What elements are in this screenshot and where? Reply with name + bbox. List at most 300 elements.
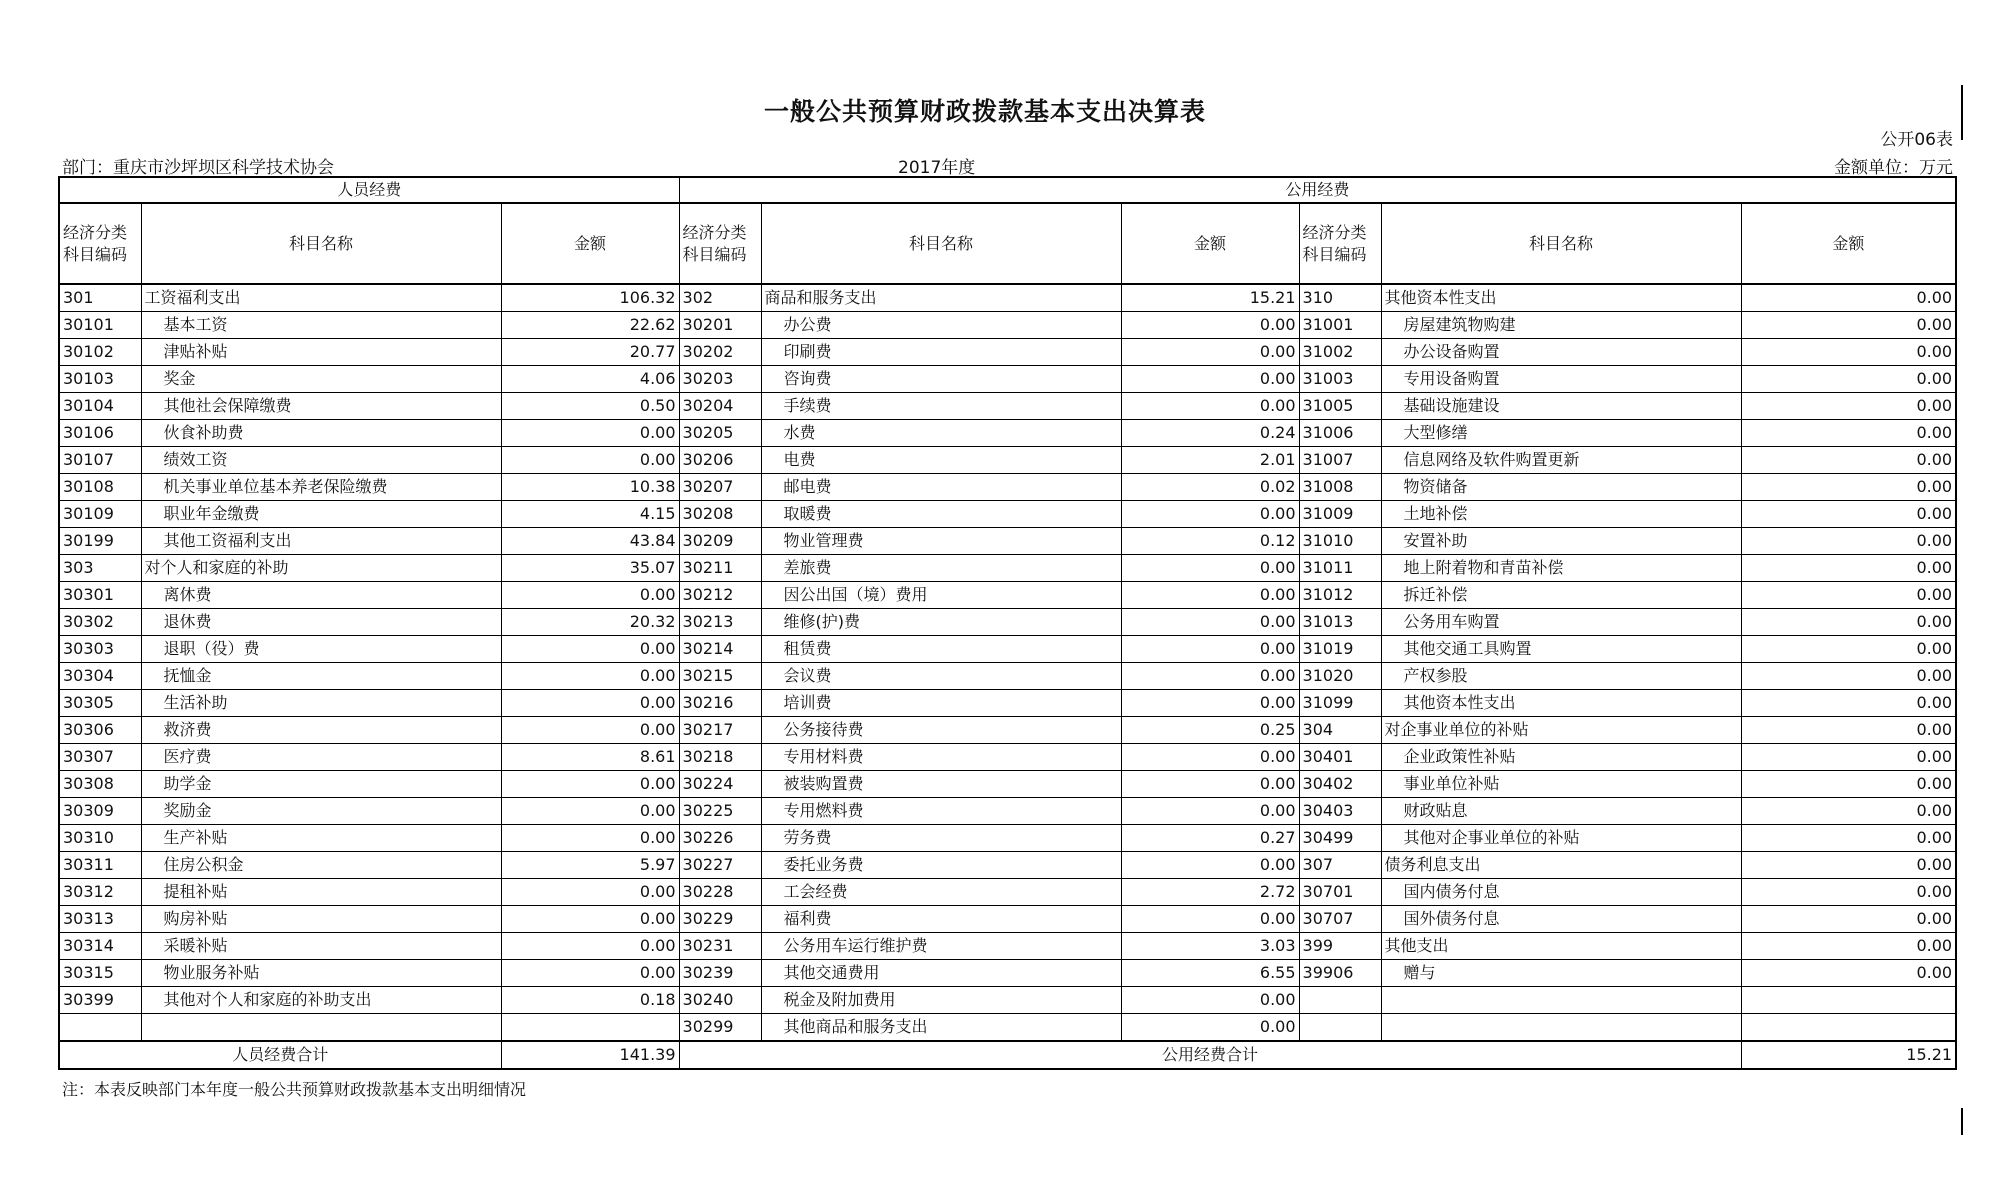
code-cell: 30101 — [59, 312, 141, 339]
amount-cell: 0.50 — [501, 393, 679, 420]
code-cell: 30207 — [679, 474, 761, 501]
item-name-cell — [1381, 1014, 1741, 1042]
item-name-cell: 咨询费 — [761, 366, 1121, 393]
code-cell: 30308 — [59, 771, 141, 798]
amount-cell: 0.00 — [1741, 420, 1956, 447]
code-cell: 30107 — [59, 447, 141, 474]
code-cell: 30108 — [59, 474, 141, 501]
code-cell: 30499 — [1299, 825, 1381, 852]
amount-cell: 0.00 — [1741, 906, 1956, 933]
item-name-cell: 培训费 — [761, 690, 1121, 717]
code-cell: 310 — [1299, 284, 1381, 312]
item-name-cell: 公务接待费 — [761, 717, 1121, 744]
item-name-cell: 印刷费 — [761, 339, 1121, 366]
code-cell: 304 — [1299, 717, 1381, 744]
item-name-cell: 专用燃料费 — [761, 798, 1121, 825]
item-name-cell: 大型修缮 — [1381, 420, 1741, 447]
code-cell: 30239 — [679, 960, 761, 987]
amount-cell: 0.00 — [1121, 906, 1299, 933]
table-row — [59, 474, 1956, 501]
amount-cell: 0.00 — [501, 933, 679, 960]
code-cell: 30102 — [59, 339, 141, 366]
col-header-amount: 金额 — [1741, 203, 1956, 284]
item-name-cell: 信息网络及软件购置更新 — [1381, 447, 1741, 474]
code-cell: 30228 — [679, 879, 761, 906]
code-cell: 30225 — [679, 798, 761, 825]
code-cell: 30213 — [679, 609, 761, 636]
amount-cell: 0.24 — [1121, 420, 1299, 447]
item-name-cell: 退休费 — [141, 609, 501, 636]
item-name-cell: 物业管理费 — [761, 528, 1121, 555]
item-name-cell: 采暖补贴 — [141, 933, 501, 960]
code-cell: 30401 — [1299, 744, 1381, 771]
amount-cell: 0.00 — [1741, 474, 1956, 501]
code-cell: 31002 — [1299, 339, 1381, 366]
group-header-personnel: 人员经费 — [59, 177, 679, 203]
code-cell: 30104 — [59, 393, 141, 420]
item-name-cell — [141, 1014, 501, 1042]
amount-cell: 20.32 — [501, 609, 679, 636]
item-name-cell: 被装购置费 — [761, 771, 1121, 798]
amount-cell: 0.00 — [501, 447, 679, 474]
amount-cell: 0.00 — [501, 879, 679, 906]
table-row — [59, 393, 1956, 420]
code-cell: 302 — [679, 284, 761, 312]
code-cell: 30707 — [1299, 906, 1381, 933]
amount-cell: 0.00 — [1741, 825, 1956, 852]
amount-cell: 5.97 — [501, 852, 679, 879]
amount-cell: 0.00 — [1121, 339, 1299, 366]
amount-cell: 3.03 — [1121, 933, 1299, 960]
table-row — [59, 339, 1956, 366]
code-cell: 30204 — [679, 393, 761, 420]
amount-cell: 0.00 — [1741, 960, 1956, 987]
amount-cell: 0.12 — [1121, 528, 1299, 555]
code-cell: 30209 — [679, 528, 761, 555]
item-name-cell: 伙食补助费 — [141, 420, 501, 447]
code-cell: 30315 — [59, 960, 141, 987]
code-cell: 30701 — [1299, 879, 1381, 906]
code-cell: 30203 — [679, 366, 761, 393]
code-cell: 31009 — [1299, 501, 1381, 528]
col-header-name: 科目名称 — [1381, 203, 1741, 284]
item-name-cell: 专用设备购置 — [1381, 366, 1741, 393]
table-row — [59, 366, 1956, 393]
item-name-cell: 其他对个人和家庭的补助支出 — [141, 987, 501, 1014]
amount-cell: 20.77 — [501, 339, 679, 366]
group-header-row — [59, 177, 1956, 203]
code-cell: 30212 — [679, 582, 761, 609]
personnel-total-amount: 141.39 — [501, 1041, 679, 1069]
item-name-cell: 税金及附加费用 — [761, 987, 1121, 1014]
item-name-cell: 邮电费 — [761, 474, 1121, 501]
amount-cell: 0.00 — [1741, 663, 1956, 690]
amount-cell: 0.00 — [1741, 393, 1956, 420]
code-cell: 30226 — [679, 825, 761, 852]
code-cell: 30307 — [59, 744, 141, 771]
item-name-cell: 其他资本性支出 — [1381, 284, 1741, 312]
item-name-cell: 水费 — [761, 420, 1121, 447]
item-name-cell: 安置补助 — [1381, 528, 1741, 555]
amount-cell: 0.00 — [1741, 852, 1956, 879]
group-header-public: 公用经费 — [679, 177, 1956, 203]
amount-cell: 0.00 — [1121, 366, 1299, 393]
code-cell: 31011 — [1299, 555, 1381, 582]
amount-cell: 0.00 — [1121, 744, 1299, 771]
code-cell: 30109 — [59, 501, 141, 528]
code-cell: 30224 — [679, 771, 761, 798]
code-cell: 31010 — [1299, 528, 1381, 555]
amount-cell: 106.32 — [501, 284, 679, 312]
code-cell: 30218 — [679, 744, 761, 771]
personnel-total-label: 人员经费合计 — [59, 1041, 501, 1069]
amount-cell: 0.00 — [1741, 366, 1956, 393]
amount-cell: 0.00 — [1121, 690, 1299, 717]
code-cell: 30309 — [59, 798, 141, 825]
public-total-amount: 15.21 — [1741, 1041, 1956, 1069]
code-cell: 31099 — [1299, 690, 1381, 717]
amount-cell: 0.00 — [1741, 312, 1956, 339]
amount-cell: 0.00 — [1741, 690, 1956, 717]
code-cell: 30403 — [1299, 798, 1381, 825]
public-total-label: 公用经费合计 — [679, 1041, 1741, 1069]
item-name-cell: 其他交通费用 — [761, 960, 1121, 987]
col-header-code: 经济分类 科目编码 — [59, 203, 141, 284]
code-cell: 31008 — [1299, 474, 1381, 501]
amount-cell: 0.00 — [501, 960, 679, 987]
item-name-cell: 其他商品和服务支出 — [761, 1014, 1121, 1042]
item-name-cell: 公务用车运行维护费 — [761, 933, 1121, 960]
table-row — [59, 852, 1956, 879]
code-cell: 31001 — [1299, 312, 1381, 339]
table-row — [59, 933, 1956, 960]
form-number: 公开06表 — [1880, 130, 1953, 150]
table-row — [59, 879, 1956, 906]
item-name-cell: 事业单位补贴 — [1381, 771, 1741, 798]
item-name-cell: 生活补助 — [141, 690, 501, 717]
item-name-cell: 福利费 — [761, 906, 1121, 933]
amount-cell: 4.15 — [501, 501, 679, 528]
item-name-cell — [1381, 987, 1741, 1014]
item-name-cell: 其他对企事业单位的补贴 — [1381, 825, 1741, 852]
code-cell: 301 — [59, 284, 141, 312]
footnote: 注：本表反映部门本年度一般公共预算财政拨款基本支出明细情况 — [62, 1080, 527, 1099]
code-cell: 30206 — [679, 447, 761, 474]
item-name-cell: 专用材料费 — [761, 744, 1121, 771]
code-cell: 30215 — [679, 663, 761, 690]
item-name-cell: 产权参股 — [1381, 663, 1741, 690]
item-name-cell: 工资福利支出 — [141, 284, 501, 312]
table-row — [59, 717, 1956, 744]
amount-cell: 0.00 — [1741, 555, 1956, 582]
code-cell: 30240 — [679, 987, 761, 1014]
item-name-cell: 奖励金 — [141, 798, 501, 825]
code-cell: 303 — [59, 555, 141, 582]
item-name-cell: 救济费 — [141, 717, 501, 744]
item-name-cell: 因公出国（境）费用 — [761, 582, 1121, 609]
table-row — [59, 1014, 1956, 1042]
amount-cell: 0.00 — [501, 663, 679, 690]
amount-cell: 0.00 — [1741, 717, 1956, 744]
amount-cell: 0.02 — [1121, 474, 1299, 501]
amount-cell: 0.00 — [501, 636, 679, 663]
amount-cell: 0.18 — [501, 987, 679, 1014]
table-row — [59, 609, 1956, 636]
item-name-cell: 土地补偿 — [1381, 501, 1741, 528]
amount-cell: 0.00 — [501, 717, 679, 744]
item-name-cell: 生产补贴 — [141, 825, 501, 852]
code-cell: 30302 — [59, 609, 141, 636]
code-cell: 39906 — [1299, 960, 1381, 987]
fiscal-year: 2017年度 — [898, 158, 976, 178]
code-cell: 31019 — [1299, 636, 1381, 663]
item-name-cell: 基本工资 — [141, 312, 501, 339]
item-name-cell: 提租补贴 — [141, 879, 501, 906]
code-cell: 30201 — [679, 312, 761, 339]
item-name-cell: 差旅费 — [761, 555, 1121, 582]
amount-cell: 2.01 — [1121, 447, 1299, 474]
amount-cell: 0.00 — [1741, 798, 1956, 825]
totals-row — [59, 1041, 1956, 1069]
table-row — [59, 312, 1956, 339]
table-row — [59, 906, 1956, 933]
code-cell: 31012 — [1299, 582, 1381, 609]
table-row — [59, 284, 1956, 312]
item-name-cell: 奖金 — [141, 366, 501, 393]
code-cell: 30211 — [679, 555, 761, 582]
item-name-cell: 其他支出 — [1381, 933, 1741, 960]
amount-cell: 0.00 — [1121, 798, 1299, 825]
amount-cell: 0.00 — [501, 798, 679, 825]
amount-cell: 0.00 — [1741, 879, 1956, 906]
code-cell: 30217 — [679, 717, 761, 744]
item-name-cell: 国外债务付息 — [1381, 906, 1741, 933]
table-row — [59, 960, 1956, 987]
amount-cell: 0.00 — [1121, 582, 1299, 609]
code-cell: 30312 — [59, 879, 141, 906]
code-cell: 30399 — [59, 987, 141, 1014]
amount-cell: 22.62 — [501, 312, 679, 339]
amount-cell: 0.00 — [1741, 744, 1956, 771]
code-cell: 30314 — [59, 933, 141, 960]
code-cell: 31006 — [1299, 420, 1381, 447]
item-name-cell: 取暖费 — [761, 501, 1121, 528]
item-name-cell: 其他交通工具购置 — [1381, 636, 1741, 663]
col-header-code: 经济分类 科目编码 — [679, 203, 761, 284]
amount-cell: 0.00 — [1741, 528, 1956, 555]
amount-cell: 6.55 — [1121, 960, 1299, 987]
col-header-amount: 金额 — [1121, 203, 1299, 284]
amount-cell: 0.00 — [1741, 636, 1956, 663]
code-cell: 30301 — [59, 582, 141, 609]
item-name-cell: 工会经费 — [761, 879, 1121, 906]
code-cell: 30202 — [679, 339, 761, 366]
item-name-cell: 职业年金缴费 — [141, 501, 501, 528]
column-header-row — [59, 203, 1956, 284]
item-name-cell: 退职（役）费 — [141, 636, 501, 663]
table-row — [59, 663, 1956, 690]
code-cell: 30103 — [59, 366, 141, 393]
code-cell: 307 — [1299, 852, 1381, 879]
amount-cell: 0.00 — [1741, 501, 1956, 528]
expenditure-table — [58, 176, 1957, 1070]
amount-cell — [1741, 987, 1956, 1014]
amount-cell: 0.00 — [1741, 339, 1956, 366]
table-row — [59, 447, 1956, 474]
amount-cell: 0.27 — [1121, 825, 1299, 852]
amount-cell: 8.61 — [501, 744, 679, 771]
item-name-cell: 会议费 — [761, 663, 1121, 690]
item-name-cell: 物资储备 — [1381, 474, 1741, 501]
amount-cell: 0.00 — [1121, 501, 1299, 528]
code-cell: 31020 — [1299, 663, 1381, 690]
code-cell: 30306 — [59, 717, 141, 744]
code-cell — [59, 1014, 141, 1042]
code-cell: 31003 — [1299, 366, 1381, 393]
code-cell: 30214 — [679, 636, 761, 663]
amount-cell: 2.72 — [1121, 879, 1299, 906]
item-name-cell: 委托业务费 — [761, 852, 1121, 879]
amount-cell: 0.00 — [1121, 312, 1299, 339]
code-cell: 30313 — [59, 906, 141, 933]
table-row — [59, 420, 1956, 447]
code-cell: 30311 — [59, 852, 141, 879]
amount-cell: 0.00 — [501, 582, 679, 609]
amount-cell: 0.00 — [1121, 609, 1299, 636]
amount-cell: 0.00 — [1741, 771, 1956, 798]
department-label: 部门：重庆市沙坪坝区科学技术协会 — [62, 158, 334, 178]
code-cell: 30227 — [679, 852, 761, 879]
code-cell: 31013 — [1299, 609, 1381, 636]
amount-cell: 0.00 — [1741, 582, 1956, 609]
amount-cell: 0.00 — [501, 771, 679, 798]
table-row — [59, 528, 1956, 555]
item-name-cell: 劳务费 — [761, 825, 1121, 852]
item-name-cell: 基础设施建设 — [1381, 393, 1741, 420]
code-cell: 30304 — [59, 663, 141, 690]
amount-cell: 4.06 — [501, 366, 679, 393]
item-name-cell: 拆迁补偿 — [1381, 582, 1741, 609]
amount-cell: 0.00 — [501, 420, 679, 447]
table-row — [59, 582, 1956, 609]
amount-cell: 15.21 — [1121, 284, 1299, 312]
amount-cell: 0.00 — [1121, 852, 1299, 879]
item-name-cell: 房屋建筑物购建 — [1381, 312, 1741, 339]
amount-cell — [501, 1014, 679, 1042]
right-edge-rule-top — [1961, 85, 1963, 140]
item-name-cell: 助学金 — [141, 771, 501, 798]
amount-cell: 35.07 — [501, 555, 679, 582]
amount-cell: 0.00 — [1741, 933, 1956, 960]
item-name-cell: 商品和服务支出 — [761, 284, 1121, 312]
item-name-cell: 对个人和家庭的补助 — [141, 555, 501, 582]
amount-cell: 0.00 — [1121, 555, 1299, 582]
code-cell — [1299, 1014, 1381, 1042]
item-name-cell: 物业服务补贴 — [141, 960, 501, 987]
col-header-code: 经济分类 科目编码 — [1299, 203, 1381, 284]
item-name-cell: 财政贴息 — [1381, 798, 1741, 825]
item-name-cell: 手续费 — [761, 393, 1121, 420]
code-cell: 30205 — [679, 420, 761, 447]
item-name-cell: 离休费 — [141, 582, 501, 609]
code-cell: 31007 — [1299, 447, 1381, 474]
item-name-cell: 赠与 — [1381, 960, 1741, 987]
code-cell: 30199 — [59, 528, 141, 555]
amount-cell: 43.84 — [501, 528, 679, 555]
item-name-cell: 津贴补贴 — [141, 339, 501, 366]
table-row — [59, 501, 1956, 528]
item-name-cell: 其他资本性支出 — [1381, 690, 1741, 717]
amount-cell: 0.00 — [1741, 609, 1956, 636]
code-cell: 30303 — [59, 636, 141, 663]
code-cell: 30402 — [1299, 771, 1381, 798]
amount-cell: 0.00 — [1121, 636, 1299, 663]
item-name-cell: 机关事业单位基本养老保险缴费 — [141, 474, 501, 501]
table-row — [59, 771, 1956, 798]
table-row — [59, 825, 1956, 852]
amount-cell: 0.00 — [1121, 393, 1299, 420]
item-name-cell: 抚恤金 — [141, 663, 501, 690]
code-cell: 30216 — [679, 690, 761, 717]
table-row — [59, 798, 1956, 825]
item-name-cell: 企业政策性补贴 — [1381, 744, 1741, 771]
amount-cell: 0.00 — [1121, 1014, 1299, 1042]
table-row — [59, 987, 1956, 1014]
amount-cell: 0.00 — [1121, 987, 1299, 1014]
code-cell: 30106 — [59, 420, 141, 447]
item-name-cell: 地上附着物和青苗补偿 — [1381, 555, 1741, 582]
code-cell — [1299, 987, 1381, 1014]
item-name-cell: 医疗费 — [141, 744, 501, 771]
amount-cell: 10.38 — [501, 474, 679, 501]
item-name-cell: 其他社会保障缴费 — [141, 393, 501, 420]
item-name-cell: 办公费 — [761, 312, 1121, 339]
code-cell: 30208 — [679, 501, 761, 528]
item-name-cell: 债务利息支出 — [1381, 852, 1741, 879]
item-name-cell: 公务用车购置 — [1381, 609, 1741, 636]
table-row — [59, 555, 1956, 582]
item-name-cell: 维修(护)费 — [761, 609, 1121, 636]
code-cell: 30299 — [679, 1014, 761, 1042]
item-name-cell: 其他工资福利支出 — [141, 528, 501, 555]
code-cell: 31005 — [1299, 393, 1381, 420]
amount-cell: 0.00 — [1121, 663, 1299, 690]
amount-cell: 0.00 — [1741, 447, 1956, 474]
col-header-name: 科目名称 — [761, 203, 1121, 284]
col-header-amount: 金额 — [501, 203, 679, 284]
code-cell: 30229 — [679, 906, 761, 933]
amount-cell: 0.00 — [501, 690, 679, 717]
amount-unit: 金额单位：万元 — [1834, 158, 1953, 178]
amount-cell: 0.00 — [501, 906, 679, 933]
amount-cell: 0.00 — [1741, 284, 1956, 312]
col-header-name: 科目名称 — [141, 203, 501, 284]
amount-cell: 0.25 — [1121, 717, 1299, 744]
right-edge-rule-bottom — [1961, 1108, 1963, 1135]
code-cell: 30305 — [59, 690, 141, 717]
item-name-cell: 对企事业单位的补贴 — [1381, 717, 1741, 744]
amount-cell: 0.00 — [1121, 771, 1299, 798]
table-row — [59, 744, 1956, 771]
code-cell: 399 — [1299, 933, 1381, 960]
item-name-cell: 购房补贴 — [141, 906, 501, 933]
page-title: 一般公共预算财政拨款基本支出决算表 — [763, 97, 1206, 126]
amount-cell: 0.00 — [501, 825, 679, 852]
table-row — [59, 636, 1956, 663]
item-name-cell: 住房公积金 — [141, 852, 501, 879]
item-name-cell: 绩效工资 — [141, 447, 501, 474]
code-cell: 30231 — [679, 933, 761, 960]
